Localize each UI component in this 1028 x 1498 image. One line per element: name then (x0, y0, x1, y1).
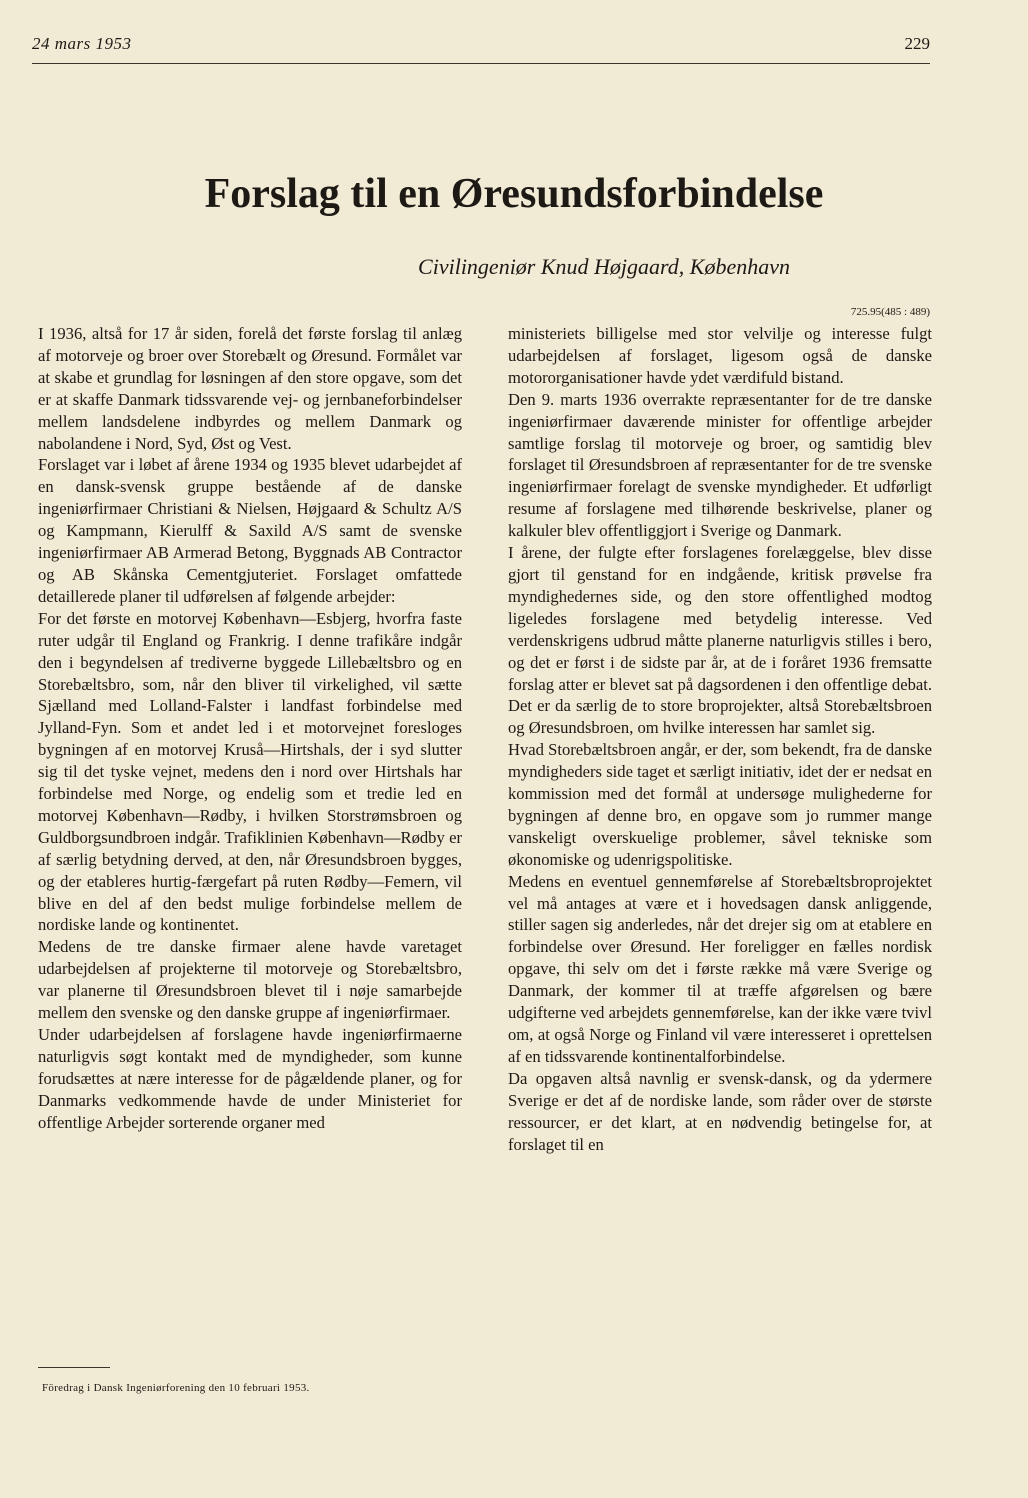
paragraph: Da opgaven altså navnlig er svensk-dansk, og da ydermere Sverige er det af de nordiske lande, som råder over de største ressourcer, er det klart, at en nødvendig betingelse for, at forslaget til en (508, 1068, 932, 1154)
paragraph: Under udarbejdelsen af forslagene havde ingeniørfirmaerne naturligvis søgt kontakt med de myndigheder, som kunne forudsættes at nære interesse for de pågældende planer, og for Danmarks vedkommende havde de under Ministeriet for offentlige Arbejder sorterende organer med (38, 1025, 462, 1132)
paragraph: Medens de tre danske firmaer alene havde varetaget udarbejdelsen af projekterne til motorveje og Storebæltsbro, var planerne til Øresundsbroen blevet til i nøje samarbejde mellem den svenske og den danske gruppe af ingeniørfirmaer. (38, 937, 462, 1023)
paragraph: Hvad Storebæltsbroen angår, er der, som bekendt, fra de danske myndigheders side taget et særligt initiativ, idet der er nedsat en kommission med det formål at undersøge mulighederne for bygningen af denne bro, en opgave som jo rummer mange vanskeligt overskuelige problemer, såvel tekniske som økonomiske og udenrigspolitiske. (508, 740, 932, 869)
paragraph: Medens en eventuel gennemførelse af Storebæltsbroprojektet vel må antages at være et i hovedsagen dansk anliggende, stiller sagen sig anderledes, når det drejer sig om at etablere en forbindelse over Øresund. Her foreligger en fælles nordisk opgave, thi selv om det i første række må være Sverige og Danmark, der kommer til at træffe afgørelsen og bære udgifterne ved arbejdets gennemførelse, kan der ikke være tvivl om, at også Norge og Finland vil være interesseret i oprettelsen af en tidssvarende kontinentalforbindelse. (508, 871, 932, 1066)
paragraph: For det første en motorvej København—Esbjerg, hvorfra faste ruter udgår til England og Frankrig. I denne trafikåre indgår den i begyndelsen af trediverne byggede Lillebæltsbro og en Storebæltsbro, som, når den bliver til virkelighed, vil sætte Sjælland med Lolland-Falster i landfast forbindelse med Jylland-Fyn. Som et andet led i et motorvejnet foresloges bygningen af en motorvej Kruså—Hirtshals, der i syd slutter sig til det tyske vejnet, medens den i nord over Hirtshals har forbindelse med Norge, og endelig som et tredie led en motorvej København—Rødby, i hvilken Storstrømsbroen og Guldborgsundbroen indgår. Trafiklinien København—Rødby er af særlig betydning derved, at den, når Øresundsbroen bygges, og der etableres hurtig-færgefart på ruten Rødby—Femern, vil blive en del af den bedst mulige forbindelse mellem de nordiske lande og kontinentet. (38, 608, 462, 935)
paragraph: ministeriets billigelse med stor velvilje og interesse fulgt udarbejdelsen af forslaget, ligesom også de danske motororganisationer havde ydet værdifuld bistand. (508, 324, 932, 387)
classification-code: 725.95(485 : 489) (850, 306, 930, 318)
article-author: Civilingeniør Knud Højgaard, København (418, 254, 790, 279)
paragraph: Forslaget var i løbet af årene 1934 og 1935 blevet udarbejdet af en dansk-svensk gruppe bestående af de danske ingeniørfirmaer Christiani & Nielsen, Højgaard & Schultz A/S og Kampmann, Kierulff & Saxild A/S samt de svenske ingeniørfirmaer AB Armerad Betong, Byggnads AB Contractor og AB Skånska Cementgjuteriet. Forslaget omfattede detaillerede planer til udførelsen af følgende arbejder: (38, 455, 462, 606)
paragraph: Den 9. marts 1936 overrakte repræsentanter for de tre danske ingeniørfirmaer daværende minister for offentlige arbejder samtlige forslag til motorveje og broer, og samtidig blev forslaget til Øresundsbroen af repræsentanter for de tre svenske ingeniørfirmaer forelagt de svenske myndigheder. Et udførligt resume af forslagene med tilhørende beskrivelse, planer og kalkuler blev offentliggjort i Sverige og Danmark. (508, 389, 932, 541)
header-date: 24 mars 1953 (32, 34, 132, 53)
left-column (38, 323, 462, 1134)
paragraph: I 1936, altså for 17 år siden, forelå det første forslag til anlæg af motorveje og broer over Storebælt og Øresund. Formålet var at skabe et grundlag for løsningen af den store opgave, som det er at skaffe Danmark tidssvarende vej- og jernbaneforbindelser mellem landsdelene indbyrdes og mellem Danmark og nabolandene i Nord, Syd, Øst og Vest. (38, 324, 462, 453)
right-column (508, 323, 932, 1155)
article-title: Forslag til en Øresundsforbindelse (204, 171, 824, 217)
footnote: Föredrag i Dansk Ingeniørforening den 10 februari 1953. (42, 1382, 310, 1394)
footnote-divider (38, 1367, 110, 1368)
header-divider (32, 63, 930, 64)
paragraph: I årene, der fulgte efter forslagenes forelæggelse, blev disse gjort til genstand for en indgående, kritisk prøvelse fra myndighedernes side, og den store offentlighed modtog ligeledes forslagene med betydelig interesse. Ved verdenskrigens udbrud måtte planerne naturligvis stilles i bero, og det er først i de sidste par år, at de i foråret 1936 fremsatte forslag atter er blevet sat på dagsordenen i den offentlige debat. Det er da særlig de to store broprojekter, altså Storebæltsbroen og Øresundsbroen, om hvilke interessen har samlet sig. (508, 543, 932, 738)
page-number: 229 (904, 34, 930, 53)
